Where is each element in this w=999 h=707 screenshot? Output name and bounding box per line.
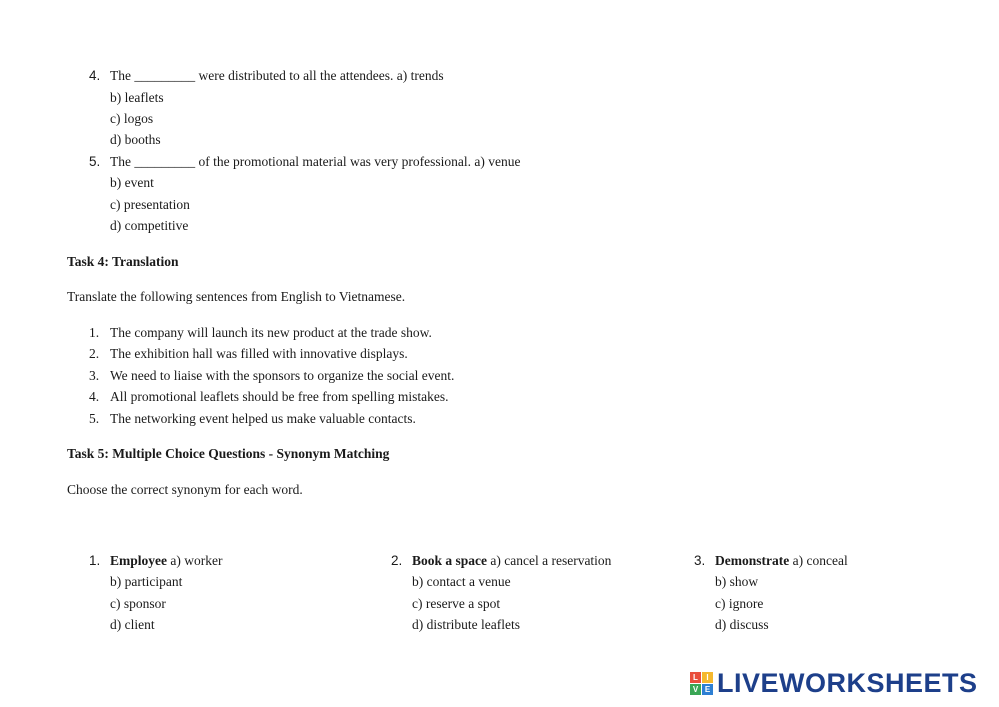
question-5-stem: The _________ of the promotional material was very professional. a) venue [110,154,521,169]
question-4-option-d: d) booths [110,132,161,147]
task-5-heading: Task 5: Multiple Choice Questions - Synonym Matching [67,446,390,461]
question-4-option-b: b) leaflets [110,90,164,105]
synonym-question-2-option-d: d) distribute leaflets [412,617,520,632]
question-4-option-c: c) logos [110,111,154,126]
task-4-instruction: Translate the following sentences from English to Vietnamese. [67,289,406,304]
translation-item-text: The networking event helped us make valuable contacts. [110,411,416,426]
translation-item-number: 5. [89,411,100,426]
synonym-word: Employee [110,553,167,568]
translation-item-text: We need to liaise with the sponsors to organize the social event. [110,368,455,383]
logo-letter: E [702,684,713,695]
synonym-question-3-stem [715,553,848,569]
synonym-question-1-stem [110,553,222,569]
question-4-stem: The _________ were distributed to all the attendees. a) trends [110,68,444,83]
live-logo-icon [690,672,713,695]
translation-item-number: 1. [89,325,100,340]
task-5-instruction: Choose the correct synonym for each word. [67,482,303,497]
synonym-option-a: a) cancel a reservation [487,553,612,568]
synonym-option-a: a) worker [167,553,223,568]
liveworksheets-logo [690,668,978,698]
synonym-question-2-number: 2. [391,553,403,568]
question-5-option-c: c) presentation [110,197,190,212]
question-5-number: 5. [89,154,101,169]
translation-item-number: 4. [89,389,100,404]
translation-item-number: 3. [89,368,100,383]
synonym-word: Demonstrate [715,553,790,568]
logo-letter: V [690,684,701,695]
translation-item-text: All promotional leaflets should be free from spelling mistakes. [110,389,449,404]
logo-text: LIVEWORKSHEETS [717,667,978,698]
question-5-option-b: b) event [110,175,154,190]
logo-letter: L [690,672,701,683]
synonym-question-3-option-b: b) show [715,574,759,589]
synonym-question-2-stem [412,553,611,569]
synonym-word: Book a space [412,553,488,568]
synonym-question-2-option-c: c) reserve a spot [412,596,501,611]
synonym-option-a: a) conceal [789,553,848,568]
synonym-question-2-option-b: b) contact a venue [412,574,511,589]
synonym-question-3-option-c: c) ignore [715,596,764,611]
synonym-question-1-option-c: c) sponsor [110,596,166,611]
translation-item-text: The exhibition hall was filled with innovative displays. [110,346,408,361]
question-5-option-d: d) competitive [110,218,189,233]
logo-letter: I [702,672,713,683]
translation-item-number: 2. [89,346,100,361]
synonym-question-3-number: 3. [694,553,706,568]
synonym-question-1-number: 1. [89,553,101,568]
translation-item-text: The company will launch its new product at the trade show. [110,325,432,340]
synonym-question-1-option-b: b) participant [110,574,183,589]
task-4-heading: Task 4: Translation [67,254,179,269]
synonym-question-3-option-d: d) discuss [715,617,769,632]
synonym-question-1-option-d: d) client [110,617,155,632]
question-4-number: 4. [89,68,101,83]
